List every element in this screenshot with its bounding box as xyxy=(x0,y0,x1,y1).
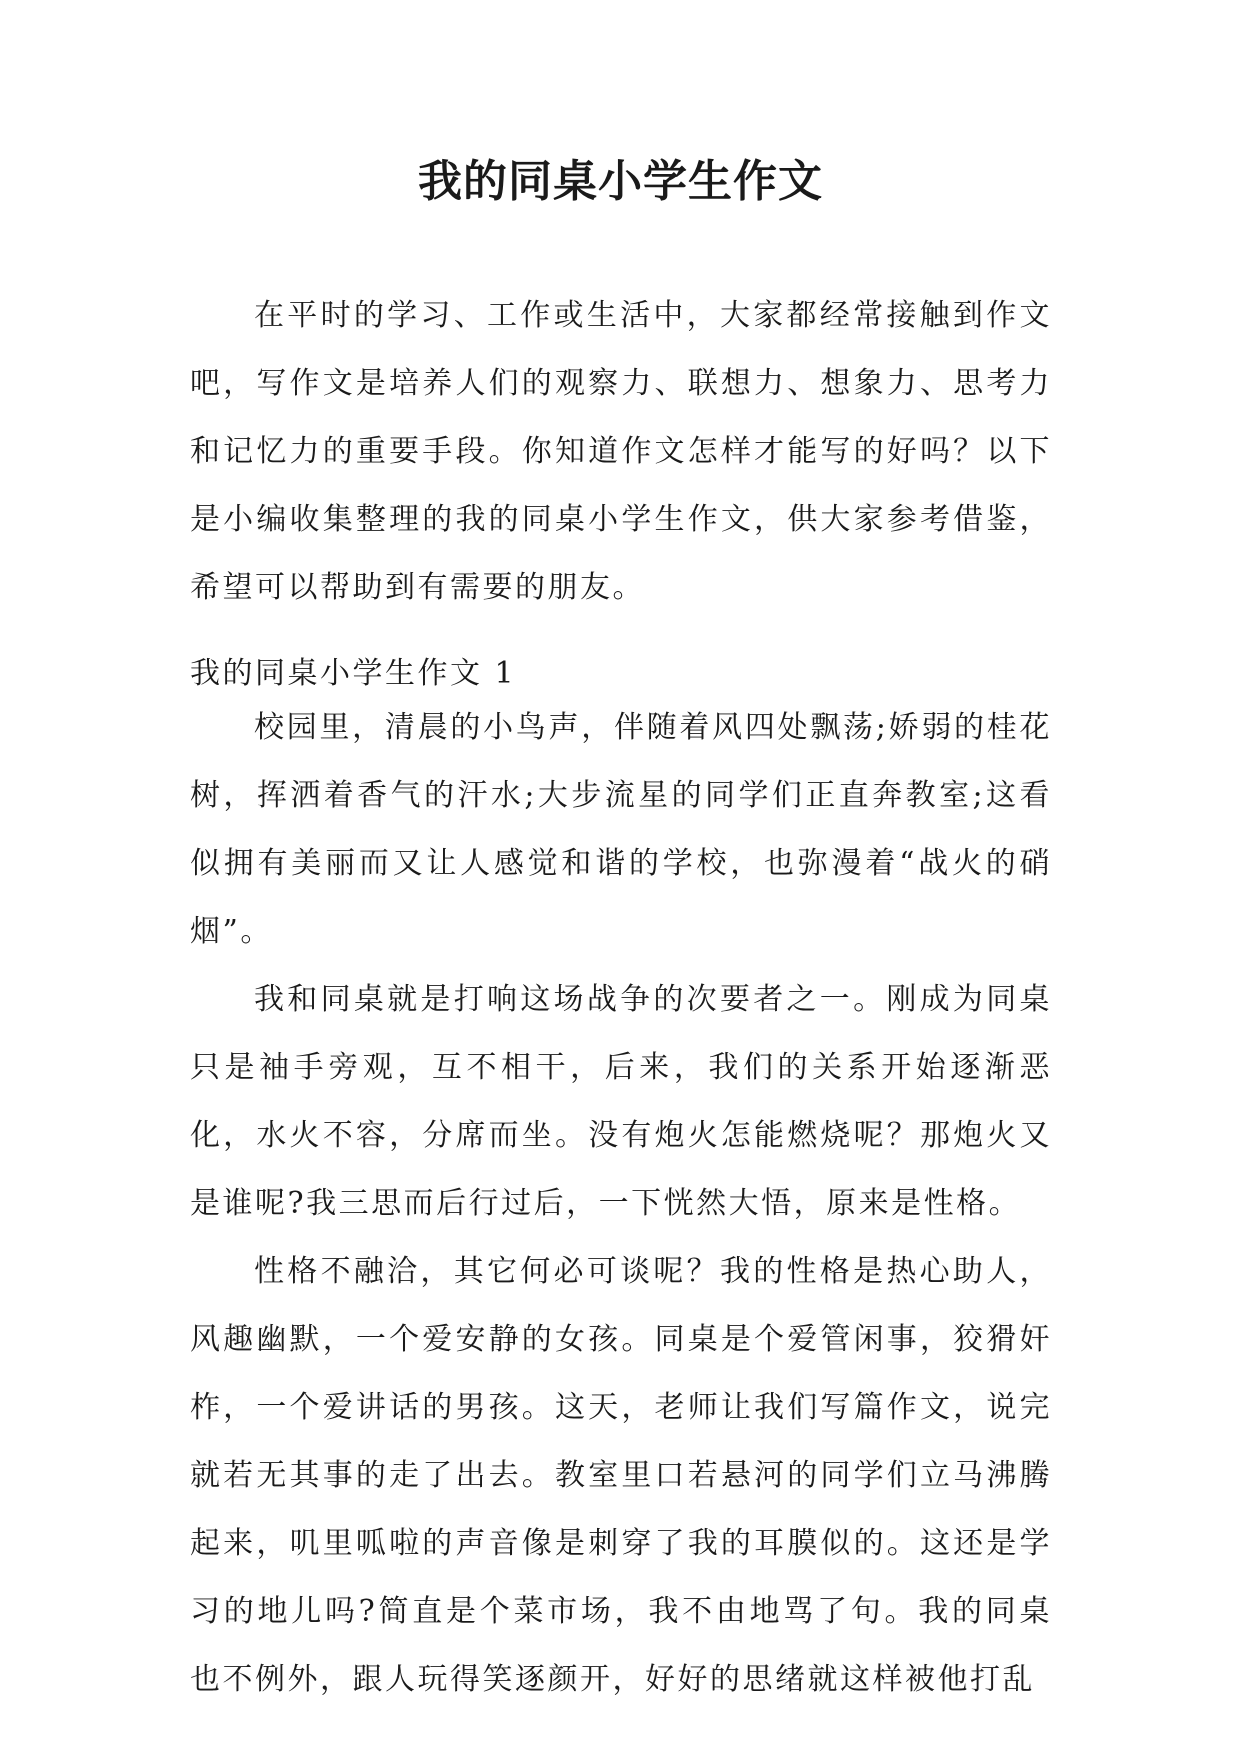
section-heading: 我的同桌小学生作文 1 xyxy=(190,656,517,691)
essay-paragraph-3: 性格不融洽，其它何必可谈呢？我的性格是热心助人，风趣幽默，一个爱安静的女孩。同桌是个爱管闲事，狡猾奸柞，一个爱讲话的男孩。这天，老师让我们写篇作文，说完就若无其事的走了出去。教室里口若悬河的同学们立马沸腾起来，叽里呱啦的声音像是刺穿了我的耳膜似的。这还是学习的地儿吗?简直是个菜市场，我不由地骂了句。我的同桌也不例外，跟人玩得笑逐颜开，好好的思绪就这样被他打乱 xyxy=(190,1254,1052,1697)
intro-paragraph: 在平时的学习、工作或生活中，大家都经常接触到作文吧，写作文是培养人们的观察力、联想力、想象力、思考力和记忆力的重要手段。你知道作文怎样才能写的好吗？以下是小编收集整理的我的同桌小学生作文，供大家参考借鉴，希望可以帮助到有需要的朋友。 xyxy=(190,298,1052,605)
essay-paragraph-1: 校园里，清晨的小鸟声，伴随着风四处飘荡;娇弱的桂花树，挥洒着香气的汗水;大步流星的同学们正直奔教室;这看似拥有美丽而又让人感觉和谐的学校，也弥漫着“战火的硝烟”。 xyxy=(190,710,1052,949)
document-title: 我的同桌小学生作文 xyxy=(418,156,823,207)
essay-body xyxy=(190,694,1052,1714)
essay-paragraph-2: 我和同桌就是打响这场战争的次要者之一。刚成为同桌只是袖手旁观，互不相干，后来，我们的关系开始逐渐恶化，水火不容，分席而坐。没有炮火怎能燃烧呢？那炮火又是谁呢?我三思而后行过后，一下恍然大悟，原来是性格。 xyxy=(190,982,1052,1221)
intro-section xyxy=(190,282,1052,622)
